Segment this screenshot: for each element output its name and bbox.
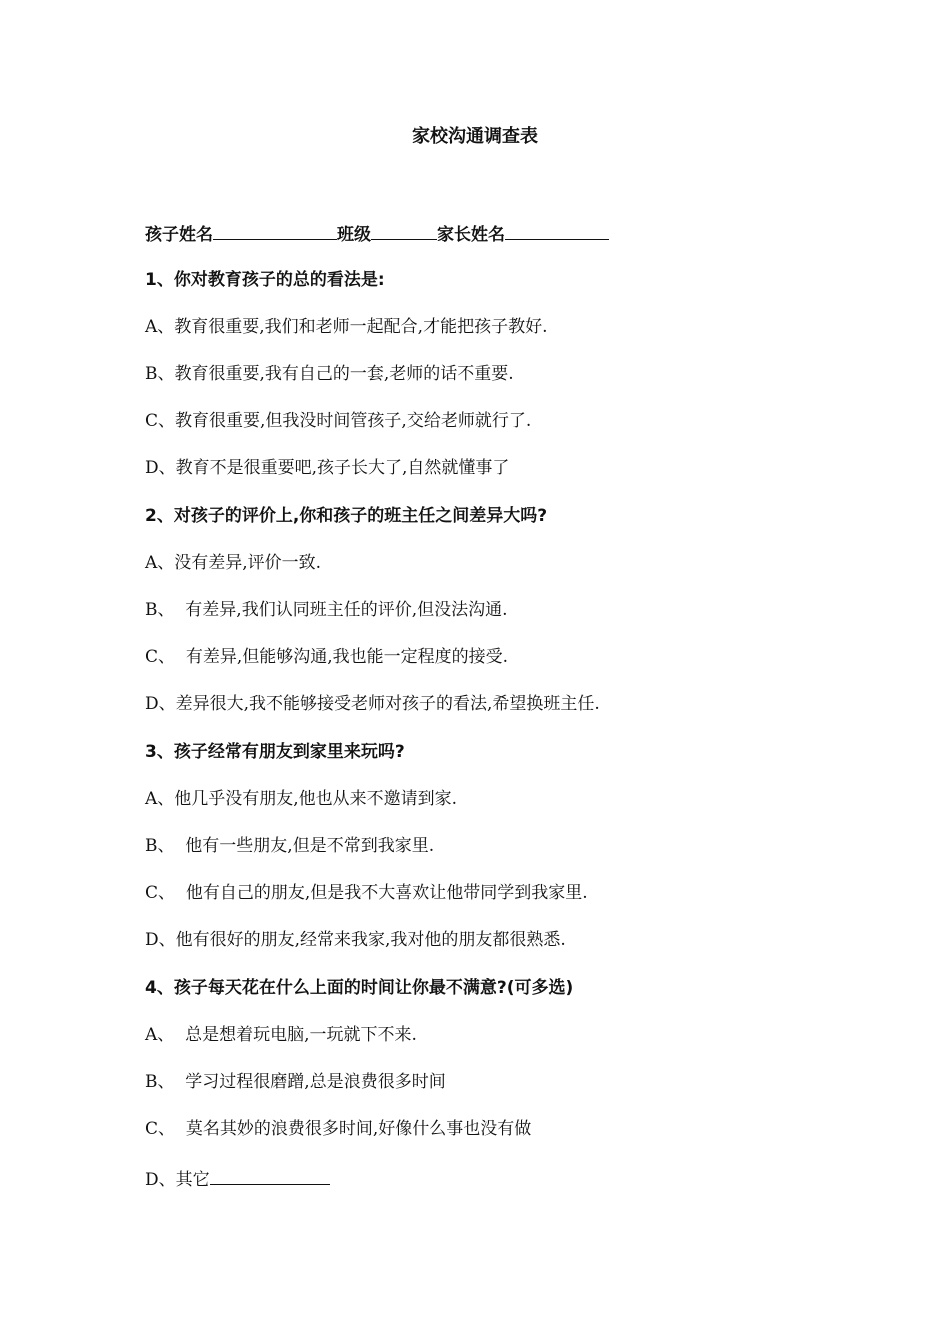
question-4-option-d: D、其它 [145, 1170, 210, 1190]
question-3-option-c: C、 他有自己的朋友,但是我不大喜欢让他带同学到我家里. [145, 883, 588, 903]
other-answer-blank[interactable] [210, 1164, 330, 1185]
question-1-option-a: A、教育很重要,我们和老师一起配合,才能把孩子教好. [145, 317, 548, 337]
question-4-option-a: A、 总是想着玩电脑,一玩就下不来. [145, 1025, 417, 1045]
parent-name-label: 家长姓名 [437, 225, 505, 245]
question-1-option-c: C、教育很重要,但我没时间管孩子,交给老师就行了. [145, 411, 532, 431]
child-name-label: 孩子姓名 [145, 225, 213, 245]
question-4: 4、孩子每天花在什么上面的时间让你最不满意?(可多选) [145, 978, 574, 998]
class-label: 班级 [337, 225, 371, 245]
question-1-option-b: B、教育很重要,我有自己的一套,老师的话不重要. [145, 364, 514, 384]
question-2-option-a: A、没有差异,评价一致. [145, 553, 322, 573]
question-4-option-c: C、 莫名其妙的浪费很多时间,好像什么事也没有做 [145, 1119, 532, 1139]
info-line [145, 219, 609, 248]
question-2-option-b: B、 有差异,我们认同班主任的评价,但没法沟通. [145, 600, 508, 620]
question-4-option-d-line [145, 1164, 330, 1193]
child-name-blank[interactable] [213, 219, 337, 240]
question-2: 2、对孩子的评价上,你和孩子的班主任之间差异大吗? [145, 506, 548, 526]
class-blank[interactable] [371, 219, 437, 240]
question-3: 3、孩子经常有朋友到家里来玩吗? [145, 742, 405, 762]
question-2-option-c: C、 有差异,但能够沟通,我也能一定程度的接受. [145, 647, 509, 667]
page-title: 家校沟通调查表 [412, 126, 538, 147]
parent-name-blank[interactable] [505, 219, 609, 240]
question-1: 1、你对教育孩子的总的看法是: [145, 270, 385, 290]
question-3-option-a: A、他几乎没有朋友,他也从来不邀请到家. [145, 789, 458, 809]
question-2-option-d: D、差异很大,我不能够接受老师对孩子的看法,希望换班主任. [145, 694, 600, 714]
question-4-option-b: B、 学习过程很磨蹭,总是浪费很多时间 [145, 1072, 446, 1092]
question-1-option-d: D、教育不是很重要吧,孩子长大了,自然就懂事了 [145, 458, 510, 478]
question-3-option-d: D、他有很好的朋友,经常来我家,我对他的朋友都很熟悉. [145, 930, 566, 950]
question-3-option-b: B、 他有一些朋友,但是不常到我家里. [145, 836, 435, 856]
